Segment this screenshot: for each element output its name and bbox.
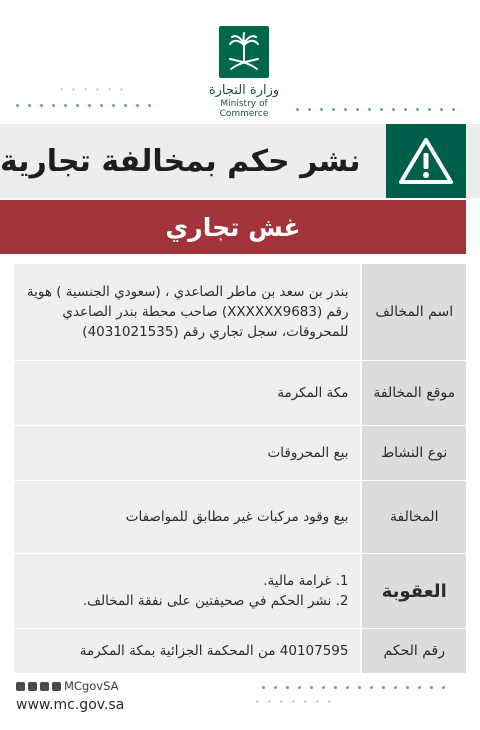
social-handle[interactable]: MCgovSA (64, 679, 119, 693)
table-row (14, 426, 466, 481)
decor-dots (256, 700, 331, 703)
palm-swords-logo-icon (219, 26, 269, 78)
table-value: بيع وقود مركبات غير مطابق للمواصفات (14, 481, 360, 553)
decor-dots (60, 88, 123, 91)
table-label: نوع النشاط (362, 426, 466, 480)
table-label: رقم الحكم (362, 629, 466, 673)
instagram-icon[interactable] (40, 682, 49, 691)
table-label: المخالفة (362, 481, 466, 553)
warning-triangle-icon (397, 136, 455, 186)
decor-dots (262, 686, 445, 689)
table-row (14, 629, 466, 674)
penalty-line: 2. نشر الحكم في صحيفتين على نفقة المخالف. (82, 593, 349, 609)
table-row (14, 481, 466, 554)
table-row (14, 554, 466, 629)
table-value: بندر بن سعد بن ماطر الصاعدي ، (سعودي الجنسية ) هوية رقم (XXXXXX9683) صاحب محطة بندر الصاعدي للمحروقات، سجل تجاري رقم (4031021535) (14, 264, 360, 360)
table-value: 40107595 من المحكمة الجزائية بمكة المكرمة (14, 629, 360, 673)
ministry-name-en: Ministry of Commerce (219, 99, 269, 119)
decor-dots (16, 104, 151, 107)
social-icons (16, 682, 61, 691)
decor-dots (296, 108, 455, 111)
twitter-icon[interactable] (16, 682, 25, 691)
youtube-icon[interactable] (52, 682, 61, 691)
page-title: نشر حكم بمخالفة تجارية (0, 143, 361, 179)
table-label: العقوبة (362, 554, 466, 628)
table-value: بيع المحروقات (14, 426, 360, 480)
website-link[interactable]: www.mc.gov.sa (16, 697, 125, 713)
ministry-name-ar: وزارة التجارة (208, 83, 280, 98)
table-row (14, 264, 466, 361)
table-value (14, 554, 360, 628)
penalty-line: 1. غرامة مالية. (263, 573, 349, 589)
ministry-logo (198, 26, 290, 119)
table-row (14, 361, 466, 426)
violation-type-banner: غش تجاري (0, 200, 466, 254)
violation-details-table (14, 264, 466, 674)
table-label: موقع المخالفة (362, 361, 466, 425)
facebook-icon[interactable] (28, 682, 37, 691)
table-value: مكة المكرمة (14, 361, 360, 425)
table-label: اسم المخالف (362, 264, 466, 360)
warning-box (386, 124, 466, 198)
